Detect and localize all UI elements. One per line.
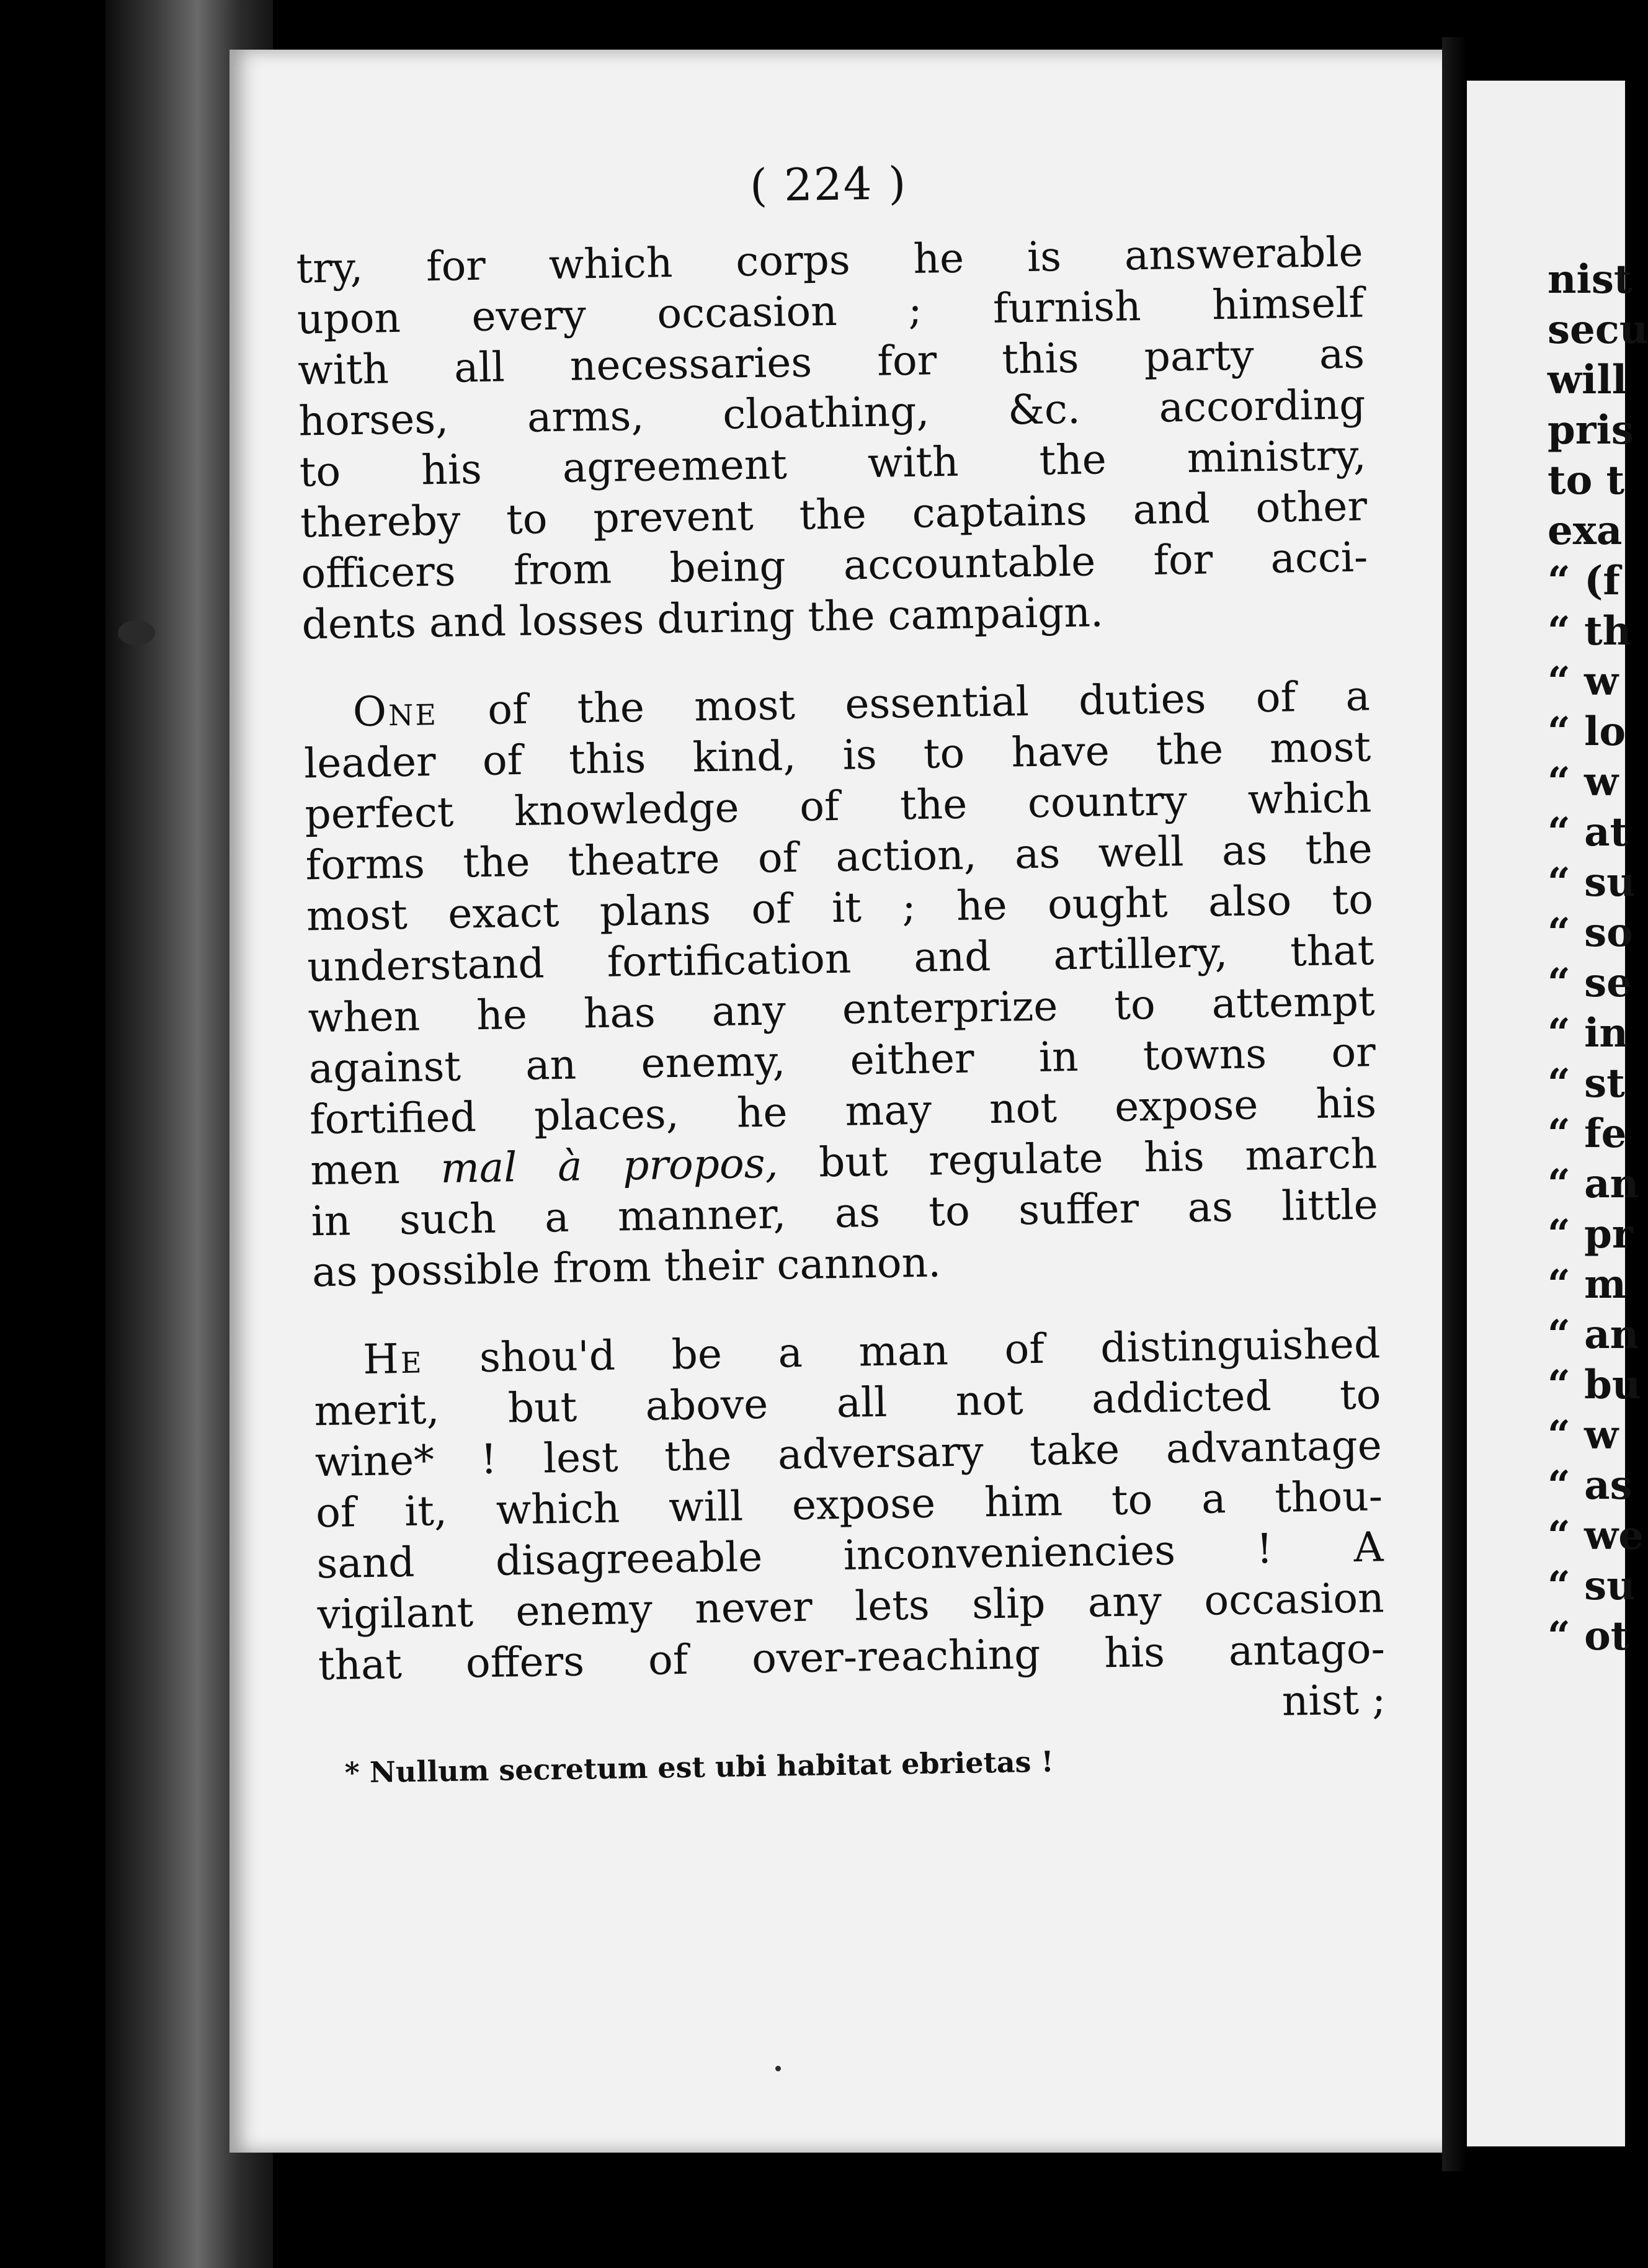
- text-line: fortified places, he may not expose his: [309, 1079, 1377, 1144]
- text-line: of it, which will expose him to a thou-: [315, 1472, 1383, 1537]
- text-line: understand fortification and artillery, that: [306, 926, 1374, 991]
- text-line: when he has any enterprize to attempt: [308, 977, 1376, 1042]
- text-line: sand disagreeable inconveniencies ! A: [316, 1523, 1384, 1588]
- text-line: forms the theatre of action, as well as the: [305, 824, 1373, 890]
- text-line: wine* ! lest the adversary take advantage: [314, 1421, 1383, 1486]
- scan-speck: [118, 620, 155, 645]
- text-fragment: men: [310, 1145, 441, 1195]
- facing-line: “ st: [1548, 1060, 1625, 1107]
- facing-line: “ at: [1548, 809, 1629, 855]
- text-line: nist ;: [1281, 1676, 1386, 1725]
- facing-line: to t: [1548, 457, 1625, 504]
- facing-line: “ bu: [1548, 1362, 1641, 1408]
- facing-line: “ w: [1548, 658, 1619, 705]
- text-line: most exact plans of it ; he ought also to: [306, 875, 1374, 940]
- text-line: try, for which corps he is answerable: [296, 228, 1364, 293]
- facing-line: secu: [1548, 306, 1648, 353]
- facing-line: “ pr: [1548, 1211, 1633, 1257]
- facing-line: “ w: [1548, 1412, 1619, 1458]
- text-fragment: but regulate his march: [777, 1130, 1378, 1187]
- facing-line: “ lo: [1548, 708, 1626, 755]
- paragraph-2: [303, 671, 1379, 1298]
- facing-line: “ we: [1548, 1512, 1644, 1559]
- text-line: to his agreement with the ministry,: [299, 431, 1367, 496]
- facing-line: “ th: [1548, 608, 1632, 654]
- facing-line: “ as: [1548, 1462, 1632, 1509]
- facing-line: “ su: [1548, 859, 1636, 906]
- text-line: that offers of over-reaching his antago-: [318, 1625, 1386, 1690]
- text-line: merit, but above all not addicted to: [314, 1370, 1382, 1435]
- facing-line: “ fe: [1548, 1110, 1627, 1157]
- facing-line: “ su: [1548, 1563, 1636, 1609]
- facing-line: will: [1548, 357, 1628, 403]
- facing-line: “ se: [1548, 960, 1632, 1006]
- text-line-rest: shou'd be a man of distinguished: [422, 1319, 1381, 1383]
- text-line: leader of this kind, is to have the most: [303, 723, 1371, 788]
- text-line: in such a manner, as to suffer as little: [311, 1181, 1379, 1246]
- paragraph-lead-word: He: [362, 1334, 424, 1384]
- page-edge-shadow: [1442, 37, 1467, 2171]
- text-line: officers from being accountable for acci-: [300, 533, 1368, 598]
- text-line: thereby to prevent the captains and other: [300, 482, 1368, 547]
- facing-page: [1467, 81, 1648, 2146]
- text-line: horses, arms, cloathing, &c. according: [298, 380, 1366, 445]
- facing-line: “ in: [1548, 1010, 1628, 1056]
- text-line: vigilant enemy never lets slip any occasion: [317, 1574, 1385, 1639]
- text-line: as possible from their cannon.: [311, 1238, 942, 1297]
- facing-page-text: [1548, 254, 1648, 1661]
- facing-line: “ ot: [1548, 1613, 1629, 1659]
- text-line-rest: of the most essential duties of a: [437, 672, 1371, 734]
- text-line: against an enemy, either in towns or: [308, 1028, 1376, 1093]
- facing-line: “ w: [1548, 759, 1619, 805]
- facing-line: “ an: [1548, 1161, 1639, 1207]
- text-line: upon every occasion ; furnish himself: [296, 279, 1365, 344]
- page-number: ( 224 ): [749, 157, 907, 212]
- italic-phrase: mal à propos,: [440, 1139, 779, 1193]
- page-text-block: [295, 150, 1387, 1829]
- paragraph-lead-word: One: [352, 686, 439, 736]
- text-line: perfect knowledge of the country which: [304, 774, 1372, 839]
- facing-line: “ (f: [1548, 558, 1620, 604]
- text-line: dents and losses during the campaign.: [301, 588, 1104, 649]
- text-line: with all necessaries for this party as: [297, 329, 1365, 395]
- footnote: * Nullum secretum est ubi habitat ebrietas !: [344, 1744, 1054, 1790]
- paragraph-3: [313, 1318, 1387, 1792]
- facing-line: nist: [1548, 256, 1632, 303]
- facing-line: “ an: [1548, 1311, 1639, 1358]
- scan-speck: [775, 2066, 781, 2071]
- facing-line: “ m: [1548, 1261, 1626, 1308]
- facing-line: pris: [1548, 407, 1634, 453]
- paragraph-1: [296, 226, 1369, 650]
- facing-line: exa: [1548, 507, 1623, 554]
- facing-line: “ so: [1548, 909, 1633, 956]
